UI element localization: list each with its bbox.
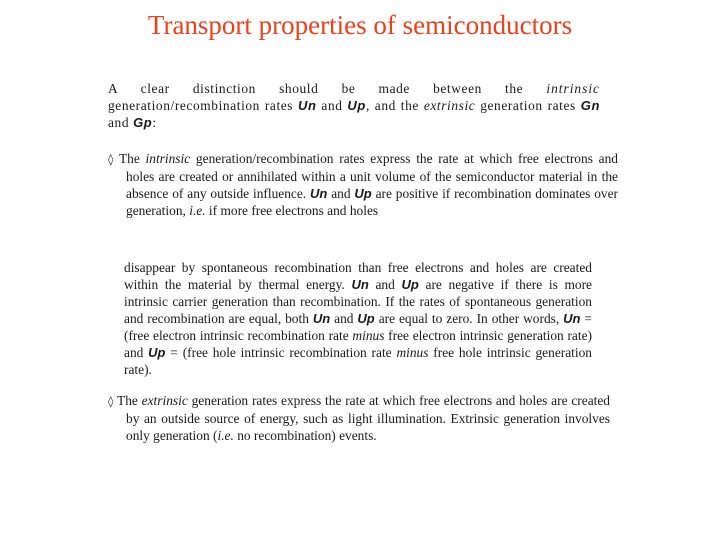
text-run: = (free hole intrinsic recombination rate	[165, 345, 397, 360]
text-run: are negative if there is more intrinsic carrier generation than recombination. If the rates of spontaneous generation and recombination are equal, both	[124, 277, 592, 326]
bullet-intrinsic	[108, 150, 618, 219]
text-run: and	[368, 277, 402, 292]
symbol-un: Un	[298, 98, 317, 113]
continuation-paragraph	[124, 259, 592, 378]
symbol-up: Up	[347, 98, 366, 113]
text-run: no recombination) events.	[233, 428, 377, 443]
term-extrinsic: extrinsic	[141, 393, 188, 408]
text-run: generation rates express the rate at which free electrons and holes are created by an outside source of energy, such as light illumination. Extrinsic generation involves only generation (	[126, 393, 610, 443]
slide-title: Transport properties of semiconductors	[147, 10, 573, 40]
intro-paragraph	[108, 80, 600, 131]
symbol-un: Un	[312, 311, 331, 326]
text-run: generation rates	[475, 98, 581, 113]
text-run: and	[330, 311, 358, 326]
diamond-bullet-icon: ◊	[108, 395, 114, 408]
text-run: = (free electron intrinsic recombination rate	[124, 311, 592, 343]
text-run: and	[316, 98, 348, 113]
text-run: free hole intrinsic generation rate).	[124, 345, 593, 377]
text-run: A clear distinction should be made between the	[108, 81, 547, 96]
symbol-up: Up	[148, 345, 166, 360]
symbol-un: Un	[351, 277, 369, 292]
text-run: disappear by spontaneous recombination than free electrons and holes are created within the material by thermal energy.	[124, 260, 592, 292]
abbrev-ie: i.e.	[189, 203, 206, 218]
term-intrinsic: intrinsic	[145, 151, 191, 166]
text-run: , and the	[365, 98, 424, 113]
text-run: if more free electrons and holes	[205, 203, 379, 218]
abbrev-ie: i.e.	[217, 428, 234, 443]
symbol-up: Up	[401, 277, 419, 292]
text-run: The	[113, 151, 146, 166]
symbol-up: Up	[357, 311, 375, 326]
text-run: are positive if recombination dominates over generation,	[126, 186, 618, 218]
text-run: :	[152, 115, 157, 130]
symbol-gn: Gn	[580, 98, 600, 113]
text-run: free electron intrinsic generation rate) and	[124, 328, 593, 360]
text-run: and	[108, 115, 134, 130]
term-minus: minus	[396, 345, 429, 360]
symbol-un: Un	[563, 311, 581, 326]
text-run: and	[327, 186, 355, 201]
symbol-un: Un	[310, 186, 328, 201]
symbol-gp: Gp	[133, 115, 153, 130]
symbol-up: Up	[354, 186, 372, 201]
text-run: The	[113, 393, 142, 408]
text-run: generation/recombination rates express the rate at which free electrons and holes are created or annihilated within a unit volume of the semiconductor material in the absence of any outside influence.	[126, 151, 618, 201]
bullet-extrinsic	[108, 392, 610, 444]
term-minus: minus	[352, 328, 385, 343]
diamond-bullet-icon: ◊	[108, 153, 114, 166]
term-intrinsic: intrinsic	[546, 81, 600, 96]
text-run: are equal to zero. In other words,	[374, 311, 564, 326]
term-extrinsic: extrinsic	[423, 98, 476, 113]
text-run: generation/recombination rates	[108, 98, 298, 113]
